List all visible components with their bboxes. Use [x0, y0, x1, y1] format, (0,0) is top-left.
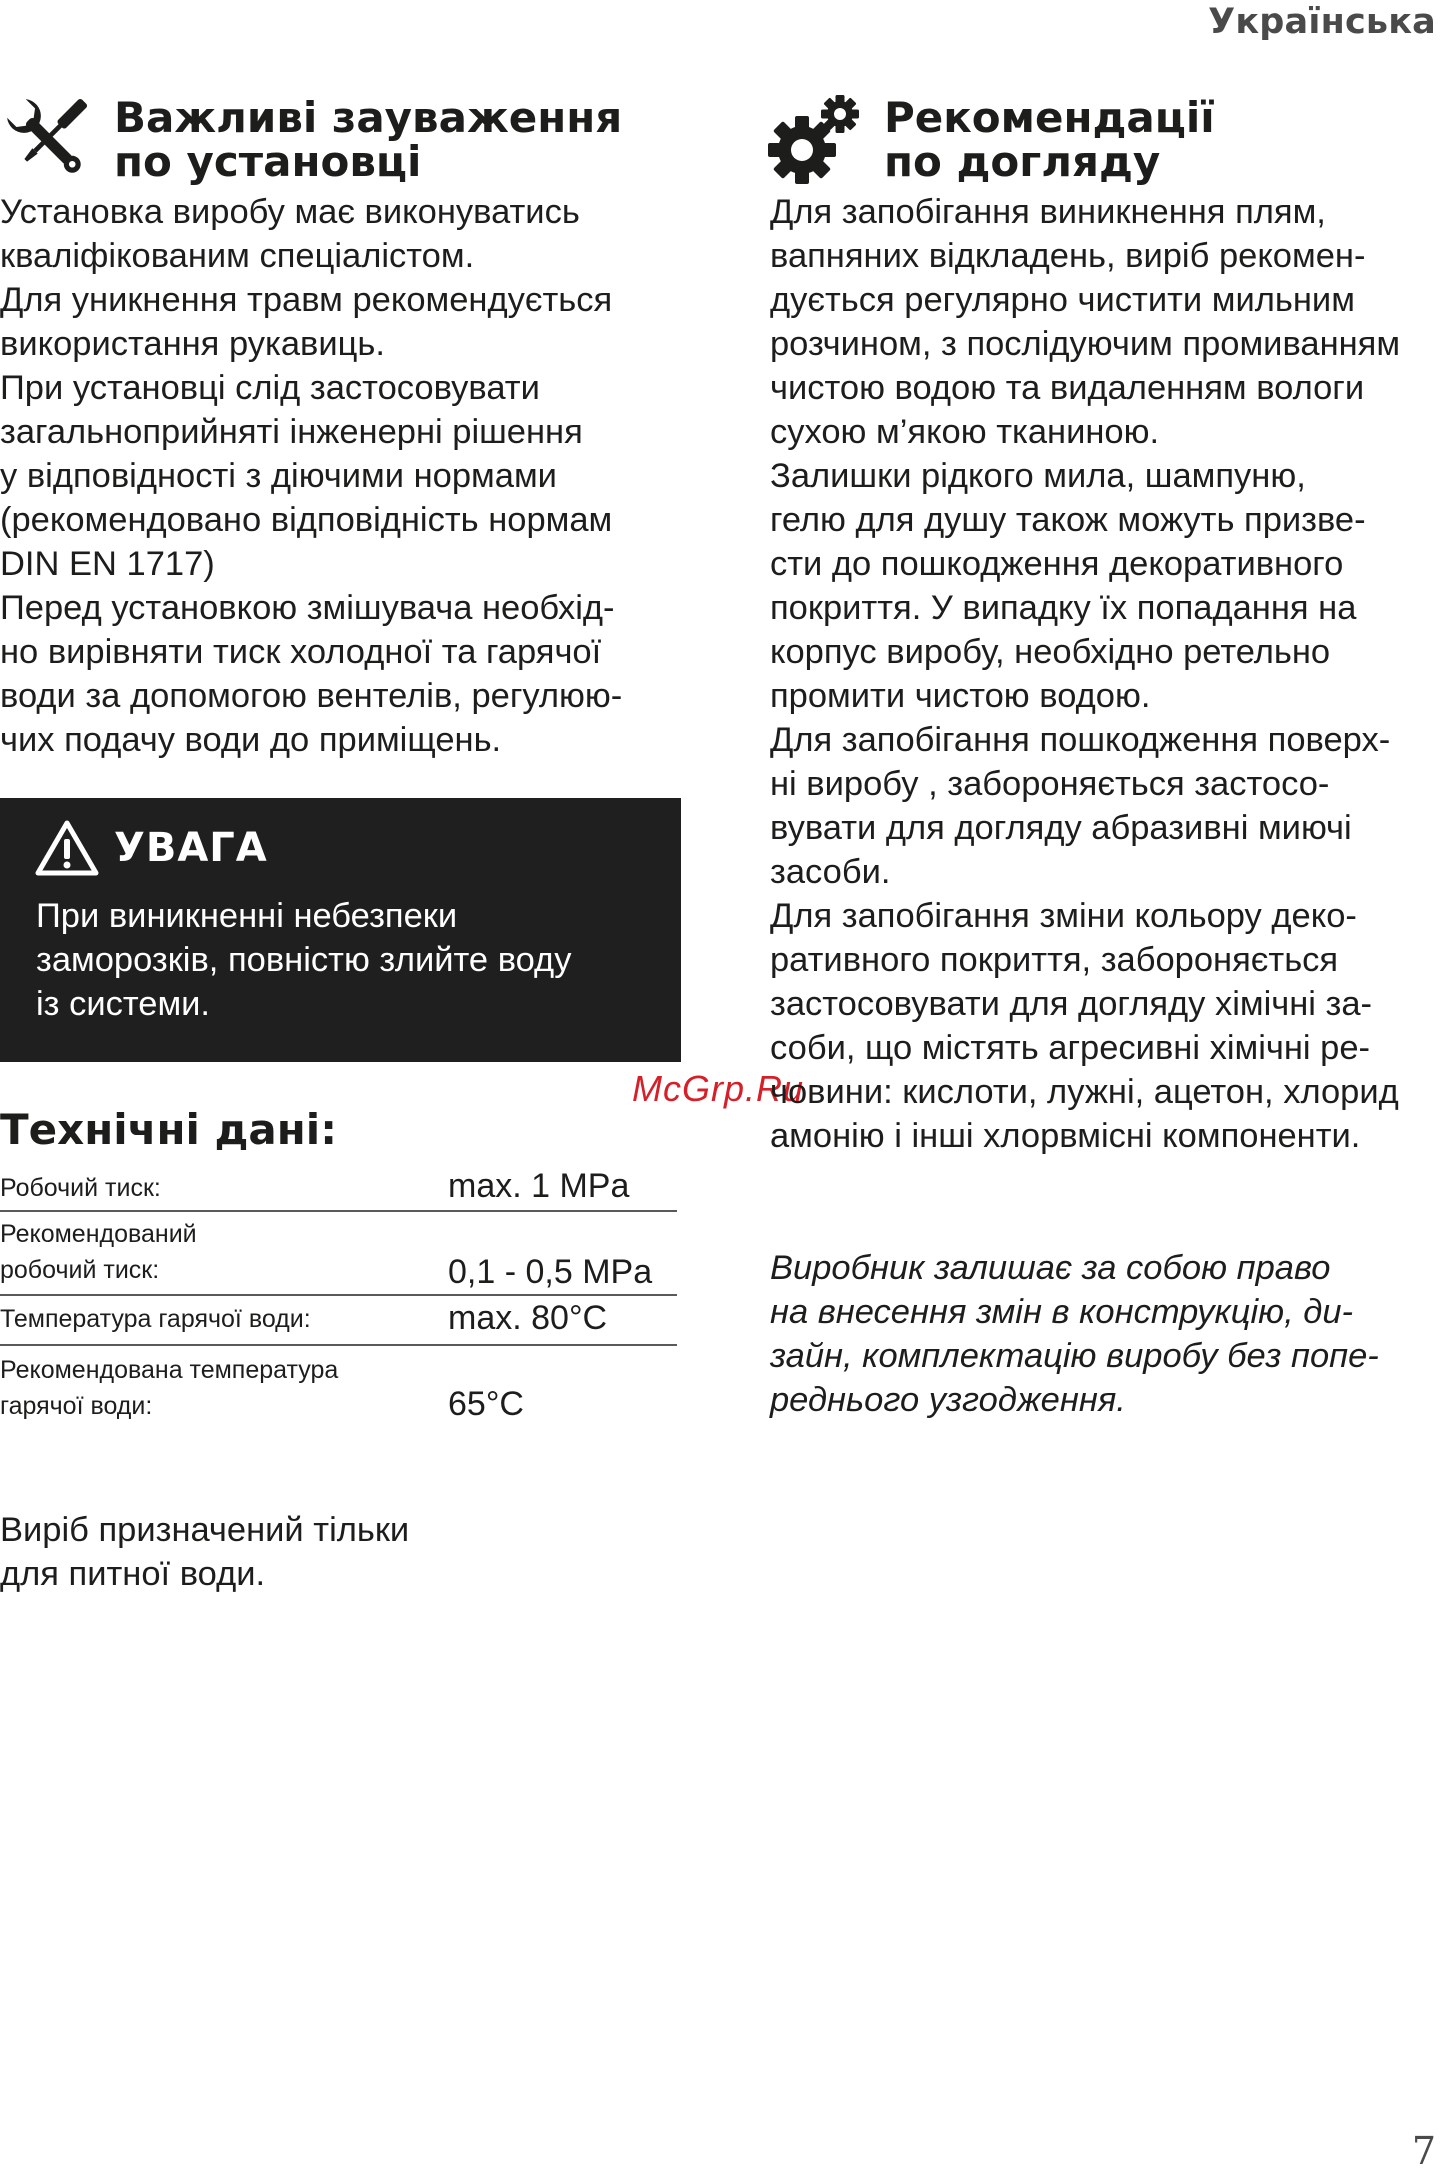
spec-divider: [0, 1210, 677, 1212]
care-title-line-2: по догляду: [884, 137, 1161, 186]
care-text: [770, 190, 1400, 1158]
spec-divider: [0, 1344, 677, 1346]
install-line: Установка виробу має виконуватись: [0, 193, 580, 231]
warning-line: із системи.: [36, 985, 211, 1023]
disclaimer: [770, 1246, 1379, 1422]
drinking-note: [0, 1508, 409, 1596]
care-line: Для запобігання зміни кольору деко-: [770, 897, 1357, 935]
care-line: застосовувати для догляду хімічні за-: [770, 985, 1373, 1023]
install-line: Для уникнення травм рекомендується: [0, 281, 613, 319]
care-line: сти до пошкодження декоративного: [770, 545, 1344, 583]
care-line: амонію і інші хлорвмісні компоненти.: [770, 1117, 1361, 1155]
install-line: При установці слід застосовувати: [0, 369, 540, 407]
language-label: Українська: [1208, 2, 1436, 42]
care-line: покриття. У випадку їх попадання на: [770, 589, 1357, 627]
drinking-note-line: для питної води.: [0, 1555, 266, 1593]
spec-label: [0, 1170, 161, 1206]
install-title-line-1: Важливі зауваження: [114, 93, 623, 142]
spec-label: [0, 1352, 338, 1424]
page-number: 7: [1411, 2129, 1436, 2173]
install-line: (рекомендовано відповідність нормам: [0, 501, 613, 539]
tech-title: Технічні дані:: [0, 1105, 337, 1154]
spec-value: 0,1 - 0,5 MPa: [448, 1253, 653, 1291]
disclaimer-line: реднього узгодження.: [770, 1381, 1126, 1419]
care-line: ні виробу , забороняється застосо-: [770, 765, 1330, 803]
spec-value: max. 1 MPa: [448, 1167, 630, 1205]
tools-icon: [0, 92, 94, 186]
spec-label-line: робочий тиск:: [0, 1256, 160, 1284]
drinking-note-line: Виріб призначений тільки: [0, 1511, 410, 1549]
care-line: розчином, з послідуючим промиванням: [770, 325, 1401, 363]
install-text: [0, 190, 622, 762]
care-line: корпус виробу, необхідно ретельно: [770, 633, 1331, 671]
install-line: води за допомогою вентелів, регулюю-: [0, 677, 623, 715]
warning-line: При виникненні небезпеки: [36, 897, 458, 935]
spec-label-line: Рекомендований: [0, 1220, 197, 1248]
disclaimer-line: зайн, комплектацію виробу без попе-: [770, 1337, 1379, 1375]
care-line: Для запобігання виникнення плям,: [770, 193, 1326, 231]
install-line: у відповідності з діючими нормами: [0, 457, 557, 495]
warning-line: заморозків, повністю злийте воду: [36, 941, 572, 979]
spec-label-line: Температура гарячої води:: [0, 1305, 311, 1333]
warning-title: УВАГА: [114, 825, 268, 871]
spec-label-line: Рекомендована температура: [0, 1356, 339, 1384]
install-line: загальноприйняті інженерні рішення: [0, 413, 583, 451]
disclaimer-line: Виробник залишає за собою право: [770, 1249, 1331, 1287]
care-line: вувати для догляду абразивні миючі: [770, 809, 1352, 847]
install-title: [114, 93, 623, 186]
care-line: промити чистою водою.: [770, 677, 1151, 715]
install-line: чих подачу води до приміщень.: [0, 721, 502, 759]
gears-icon: [768, 92, 864, 184]
warning-triangle-icon: [34, 818, 100, 878]
install-line: DIN EN 1717): [0, 545, 215, 583]
care-line: соби, що містять агресивні хімічні ре-: [770, 1029, 1371, 1067]
spec-label: [0, 1216, 197, 1288]
install-line: но вирівняти тиск холодної та гарячої: [0, 633, 602, 671]
care-line: човини: кислоти, лужні, ацетон, хлорид: [770, 1073, 1399, 1111]
install-title-line-2: по установці: [114, 137, 422, 186]
care-line: Для запобігання пошкодження поверх-: [770, 721, 1391, 759]
spec-divider: [0, 1294, 677, 1296]
spec-label-line: Робочий тиск:: [0, 1174, 161, 1202]
install-line: Перед установкою змішувача необхід-: [0, 589, 615, 627]
watermark: McGrp.Ru: [632, 1068, 805, 1109]
spec-label: [0, 1301, 311, 1337]
care-line: вапняних відкладень, виріб рекомен-: [770, 237, 1366, 275]
care-line: Залишки рідкого мила, шампуню,: [770, 457, 1306, 495]
spec-label-line: гарячої води:: [0, 1392, 153, 1420]
care-title-line-1: Рекомендації: [884, 93, 1215, 142]
care-line: чистою водою та видаленням вологи: [770, 369, 1365, 407]
install-line: використання рукавиць.: [0, 325, 385, 363]
disclaimer-line: на внесення змін в конструкцію, ди-: [770, 1293, 1353, 1331]
care-line: гелю для душу також можуть призве-: [770, 501, 1366, 539]
care-line: сухою м’якою тканиною.: [770, 413, 1160, 451]
spec-value: max. 80°C: [448, 1299, 608, 1337]
install-line: кваліфікованим спеціалістом.: [0, 237, 475, 275]
care-line: ративного покриття, забороняється: [770, 941, 1339, 979]
care-line: дується регулярно чистити мильним: [770, 281, 1355, 319]
spec-value: 65°C: [448, 1385, 524, 1423]
care-line: засоби.: [770, 853, 891, 891]
warning-text: [36, 894, 571, 1026]
care-title: [884, 93, 1215, 186]
